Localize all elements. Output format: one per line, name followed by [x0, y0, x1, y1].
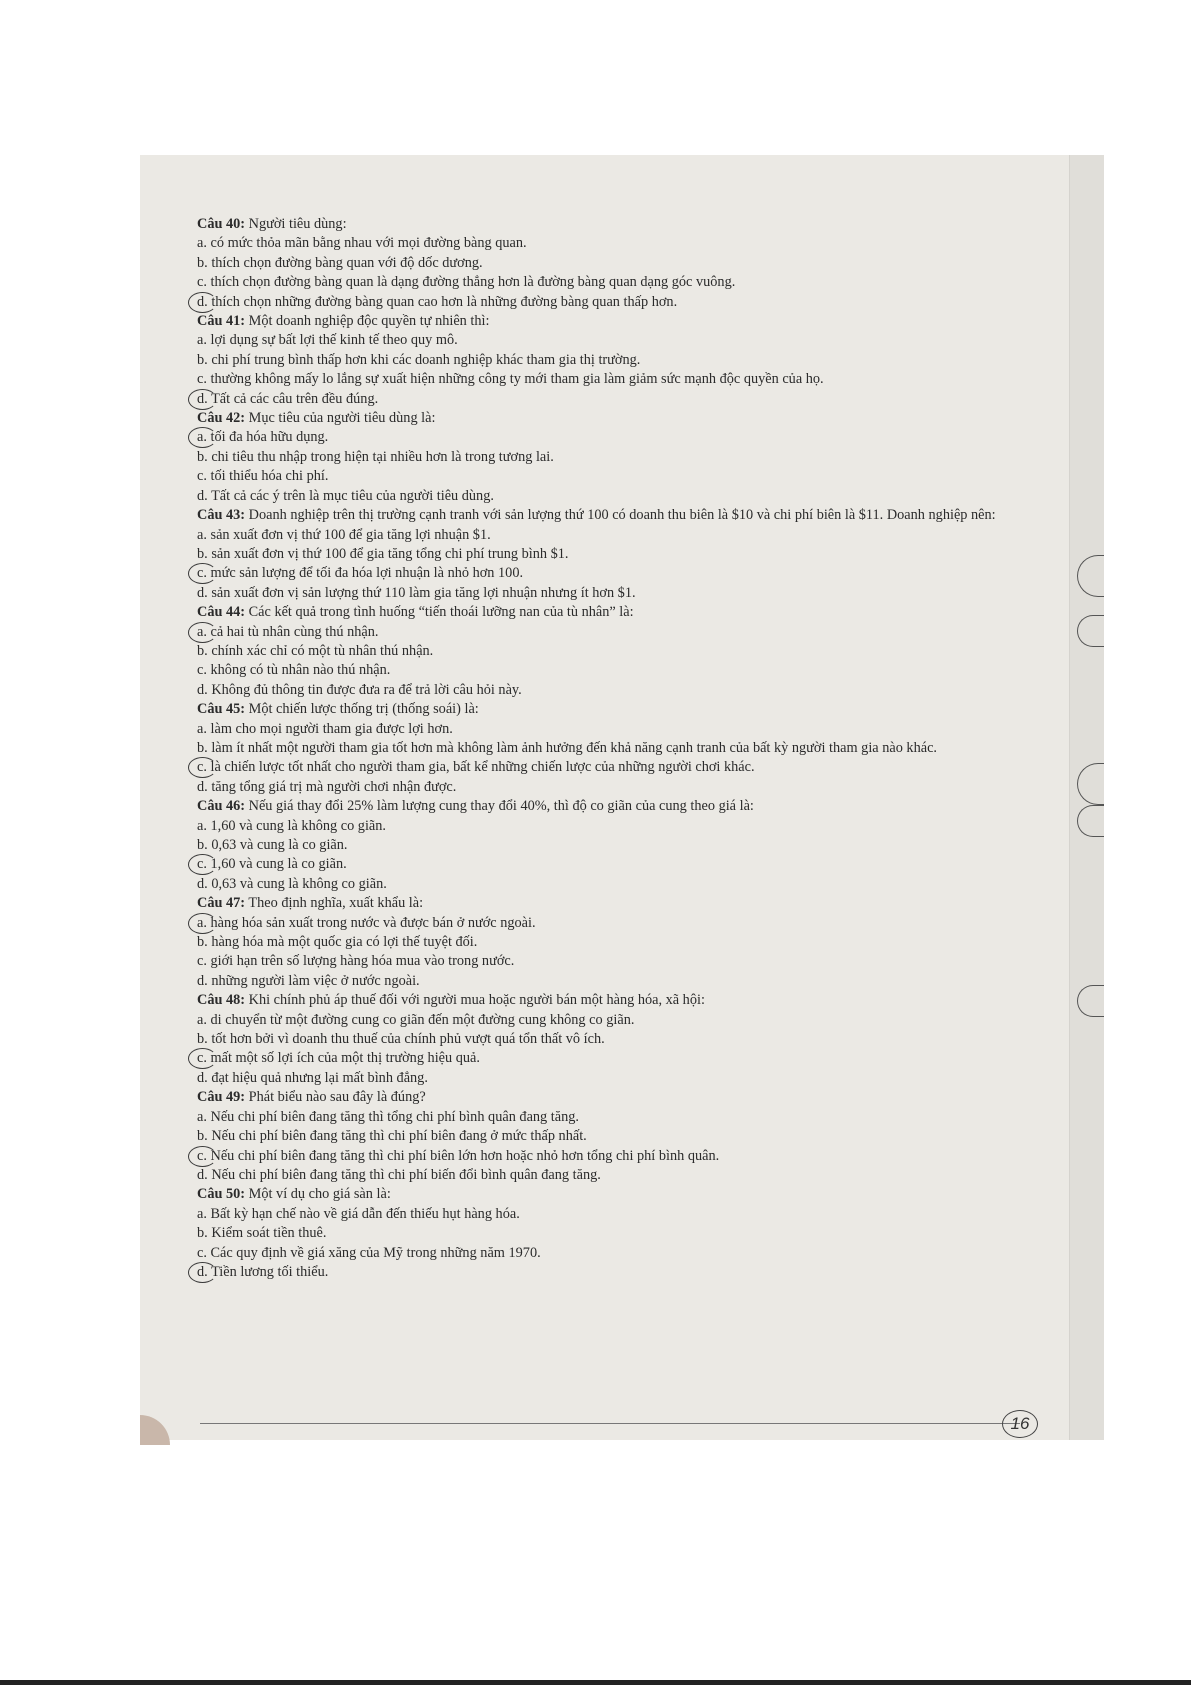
answer-option [197, 739, 1067, 758]
option-label: b. [197, 1128, 208, 1145]
option-label: c. [197, 953, 207, 970]
question-number: Câu 46: [197, 798, 246, 815]
option-text: 0,63 và cung là co giãn. [211, 837, 348, 853]
answer-option [197, 1166, 1067, 1185]
question-stem: Doanh nghiệp trên thị trường cạnh tranh với sản lượng thứ 100 có doanh thu biên là $10 và chi phí biên là $11. Doanh nghiệp nên: [248, 507, 996, 524]
option-label: c. [197, 565, 207, 582]
answer-option [197, 1127, 1067, 1146]
question-text [197, 797, 1067, 816]
circled-answer-mark [188, 389, 217, 410]
answer-option [197, 467, 1067, 486]
option-text: di chuyển từ một đường cung co giãn đến một đường cung không co giãn. [210, 1011, 635, 1028]
option-label: b. [197, 1225, 208, 1242]
question-44 [197, 603, 1067, 700]
option-label: c. [197, 468, 207, 485]
option-text: Không đủ thông tin được đưa ra để trả lời câu hỏi này. [211, 681, 522, 698]
question-40 [197, 215, 1067, 312]
answer-option [197, 273, 1067, 292]
answer-option [197, 817, 1067, 836]
option-label: a. [197, 526, 207, 543]
option-label: b. [197, 1031, 208, 1048]
option-label: b. [197, 254, 208, 271]
question-number: Câu 50: [197, 1186, 246, 1203]
option-text: làm ít nhất một người tham gia tốt hơn mà không làm ảnh hưởng đến khả năng cạnh tranh của bất kỳ người tham gia nào khác. [211, 739, 937, 756]
answer-option [197, 564, 1067, 583]
answer-option [197, 661, 1067, 680]
margin-mark [1077, 615, 1104, 647]
option-text: sản xuất đơn vị sản lượng thứ 110 làm gia tăng lợi nhuận nhưng ít hơn $1. [211, 584, 636, 601]
question-stem: Một doanh nghiệp độc quyền tự nhiên thì: [248, 313, 490, 330]
option-label: a. [197, 623, 207, 640]
question-stem: Nếu giá thay đổi 25% làm lượng cung thay đổi 40%, thì độ co giãn của cung theo giá là: [248, 798, 754, 815]
option-label: b. [197, 934, 208, 951]
question-text [197, 1185, 1067, 1204]
question-text [197, 215, 1067, 234]
option-text: Tất cả các ý trên là mục tiêu của người tiêu dùng. [211, 487, 494, 504]
question-stem: Người tiêu dùng: [248, 216, 347, 232]
option-label: d. [197, 1263, 208, 1280]
answer-option [197, 1011, 1067, 1030]
question-number: Câu 41: [197, 313, 246, 330]
option-text: thích chọn những đường bàng quan cao hơn là những đường bàng quan thấp hơn. [211, 293, 678, 310]
option-text: chi phí trung bình thấp hơn khi các doanh nghiệp khác tham gia thị trường. [211, 351, 641, 368]
option-text: Tiền lương tối thiểu. [211, 1263, 329, 1280]
answer-option [197, 875, 1067, 894]
answer-option [197, 972, 1067, 991]
option-text: không có tù nhân nào thú nhận. [210, 662, 391, 679]
option-label: b. [197, 448, 208, 465]
option-text: thường không mấy lo lắng sự xuất hiện những công ty mới tham gia làm giảm sức mạnh độc quyền của họ. [210, 371, 824, 388]
option-text: hàng hóa mà một quốc gia có lợi thế tuyệt đối. [211, 934, 478, 951]
option-text: Nếu chi phí biên đang tăng thì tổng chi phí bình quân đang tăng. [210, 1108, 579, 1125]
question-number: Câu 49: [197, 1089, 246, 1106]
option-label: c. [197, 1050, 207, 1067]
circled-answer-mark [188, 913, 217, 934]
option-text: chính xác chỉ có một tù nhân thú nhận. [211, 642, 434, 659]
answer-option [197, 642, 1067, 661]
option-text: mất một số lợi ích của một thị trường hiệu quả. [210, 1050, 480, 1067]
answer-option [197, 234, 1067, 253]
option-text: chi tiêu thu nhập trong hiện tại nhiều hơn là trong tương lai. [211, 448, 554, 465]
question-text [197, 1088, 1067, 1107]
option-label: c. [197, 856, 207, 873]
question-50 [197, 1185, 1067, 1282]
option-label: c. [197, 274, 207, 291]
circled-answer-mark [188, 622, 217, 643]
option-text: sản xuất đơn vị thứ 100 để gia tăng lợi nhuận $1. [210, 526, 491, 543]
option-label: a. [197, 429, 207, 446]
option-text: thích chọn đường bàng quan là dạng đường thẳng hơn là đường bàng quan dạng góc vuông. [210, 274, 736, 291]
answer-option [197, 293, 1067, 312]
option-text: 1,60 và cung là không co giãn. [210, 817, 386, 834]
option-text: những người làm việc ở nước ngoài. [211, 972, 420, 989]
option-label: c. [197, 759, 207, 776]
scanned-page [140, 155, 1104, 1440]
answer-option [197, 1205, 1067, 1224]
question-46 [197, 797, 1067, 894]
option-label: d. [197, 972, 208, 989]
question-48 [197, 991, 1067, 1088]
answer-option [197, 390, 1067, 409]
option-text: Tất cả các câu trên đều đúng. [211, 390, 379, 407]
option-text: Bất kỳ hạn chế nào về giá dẫn đến thiếu hụt hàng hóa. [210, 1205, 520, 1222]
option-text: Nếu chi phí biên đang tăng thì chi phí biên đang ở mức thấp nhất. [211, 1128, 587, 1145]
answer-option [197, 1108, 1067, 1127]
question-stem: Theo định nghĩa, xuất khẩu là: [248, 895, 424, 912]
option-label: a. [197, 235, 207, 252]
option-label: a. [197, 817, 207, 834]
question-list [197, 215, 1067, 1282]
option-text: thích chọn đường bàng quan với độ dốc dương. [211, 254, 483, 271]
question-stem: Mục tiêu của người tiêu dùng là: [248, 410, 436, 427]
question-stem: Khi chính phủ áp thuế đối với người mua hoặc người bán một hàng hóa, xã hội: [248, 992, 705, 1009]
option-label: a. [197, 1205, 207, 1222]
circled-answer-mark [188, 292, 217, 313]
option-label: d. [197, 1069, 208, 1086]
answer-option [197, 487, 1067, 506]
margin-mark [1077, 805, 1104, 837]
option-text: Các quy định về giá xăng của Mỹ trong những năm 1970. [210, 1244, 541, 1261]
question-text [197, 603, 1067, 622]
option-text: 1,60 và cung là co giãn. [210, 856, 347, 873]
option-text: tăng tổng giá trị mà người chơi nhận được. [211, 778, 457, 795]
answer-option [197, 855, 1067, 874]
question-number: Câu 45: [197, 701, 246, 718]
answer-option [197, 933, 1067, 952]
answer-option [197, 1224, 1067, 1243]
option-label: c. [197, 1244, 207, 1261]
option-text: Nếu chi phí biên đang tăng thì chi phí biên lớn hơn hoặc nhỏ hơn tổng chi phí bình quân. [210, 1147, 720, 1164]
option-text: làm cho mọi người tham gia được lợi hơn. [210, 720, 453, 737]
question-text [197, 506, 1067, 525]
option-label: a. [197, 914, 207, 931]
answer-option [197, 545, 1067, 564]
question-number: Câu 42: [197, 410, 246, 427]
option-label: b. [197, 351, 208, 368]
option-text: là chiến lược tốt nhất cho người tham gia, bất kể những chiến lược của những người chơi khác. [210, 759, 755, 776]
question-number: Câu 40: [197, 216, 246, 232]
answer-option [197, 584, 1067, 603]
question-number: Câu 48: [197, 992, 246, 1009]
option-label: d. [197, 778, 208, 795]
option-label: c. [197, 1147, 207, 1164]
answer-option [197, 428, 1067, 447]
option-text: tối thiểu hóa chi phí. [210, 468, 329, 485]
option-text: mức sản lượng để tối đa hóa lợi nhuận là nhỏ hơn 100. [210, 565, 524, 582]
answer-option [197, 448, 1067, 467]
option-text: giới hạn trên số lượng hàng hóa mua vào trong nước. [210, 953, 515, 970]
option-label: a. [197, 332, 207, 349]
question-45 [197, 700, 1067, 797]
option-text: 0,63 và cung là không co giãn. [211, 875, 387, 892]
option-label: d. [197, 875, 208, 892]
option-text: sản xuất đơn vị thứ 100 để gia tăng tổng chi phí trung bình $1. [211, 545, 569, 562]
question-text [197, 700, 1067, 719]
answer-option [197, 1069, 1067, 1088]
bottom-bar [0, 1680, 1191, 1685]
answer-option [197, 758, 1067, 777]
question-stem: Các kết quả trong tình huống “tiến thoái lưỡng nan của tù nhân” là: [248, 604, 634, 621]
option-text: Kiểm soát tiền thuê. [211, 1225, 327, 1242]
option-label: c. [197, 371, 207, 388]
option-label: a. [197, 1011, 207, 1028]
question-text [197, 312, 1067, 331]
answer-option [197, 623, 1067, 642]
option-text: đạt hiệu quả nhưng lại mất bình đẳng. [211, 1069, 428, 1086]
question-stem: Một ví dụ cho giá sàn là: [248, 1186, 391, 1203]
option-text: tối đa hóa hữu dụng. [210, 429, 329, 446]
question-43 [197, 506, 1067, 603]
question-47 [197, 894, 1067, 991]
answer-option [197, 1049, 1067, 1068]
option-text: lợi dụng sự bất lợi thế kinh tế theo quy mô. [210, 332, 458, 349]
option-text: tốt hơn bởi vì doanh thu thuế của chính phủ vượt quá tổn thất vô ích. [211, 1031, 605, 1048]
option-label: d. [197, 584, 208, 601]
question-number: Câu 43: [197, 507, 246, 524]
option-label: a. [197, 720, 207, 737]
option-label: b. [197, 837, 208, 853]
option-text: Nếu chi phí biên đang tăng thì chi phí biến đổi bình quân đang tăng. [211, 1166, 601, 1183]
question-stem: Phát biểu nào sau đây là đúng? [248, 1089, 426, 1106]
question-number: Câu 44: [197, 604, 246, 621]
answer-option [197, 1147, 1067, 1166]
option-label: b. [197, 642, 208, 659]
option-label: d. [197, 487, 208, 504]
question-42 [197, 409, 1067, 506]
answer-option [197, 254, 1067, 273]
answer-option [197, 1244, 1067, 1263]
answer-option [197, 1030, 1067, 1049]
circled-answer-mark [188, 1146, 217, 1167]
footer-rule [200, 1423, 1020, 1424]
circled-answer-mark [188, 1262, 217, 1283]
option-label: d. [197, 1166, 208, 1183]
answer-option [197, 681, 1067, 700]
question-text [197, 409, 1067, 428]
answer-option [197, 720, 1067, 739]
question-text [197, 991, 1067, 1010]
answer-option [197, 952, 1067, 971]
option-label: c. [197, 662, 207, 679]
answer-option [197, 1263, 1067, 1282]
option-label: d. [197, 390, 208, 407]
option-label: d. [197, 681, 208, 698]
answer-option [197, 778, 1067, 797]
question-stem: Một chiến lược thống trị (thống soái) là: [248, 701, 479, 718]
option-text: cả hai tù nhân cùng thú nhận. [210, 623, 379, 640]
option-text: có mức thỏa mãn bằng nhau với mọi đường bàng quan. [210, 235, 527, 252]
answer-option [197, 526, 1067, 545]
question-41 [197, 312, 1067, 409]
answer-option [197, 331, 1067, 350]
question-number: Câu 47: [197, 895, 246, 912]
page-number: 16 [1002, 1410, 1038, 1438]
question-text [197, 894, 1067, 913]
option-label: b. [197, 545, 208, 562]
answer-option [197, 836, 1067, 855]
question-49 [197, 1088, 1067, 1185]
option-label: a. [197, 1108, 207, 1125]
answer-option [197, 351, 1067, 370]
option-label: b. [197, 739, 208, 756]
option-label: d. [197, 293, 208, 310]
margin-mark [1077, 985, 1104, 1017]
answer-option [197, 370, 1067, 389]
answer-option [197, 914, 1067, 933]
option-text: hàng hóa sản xuất trong nước và được bán ở nước ngoài. [210, 914, 536, 931]
